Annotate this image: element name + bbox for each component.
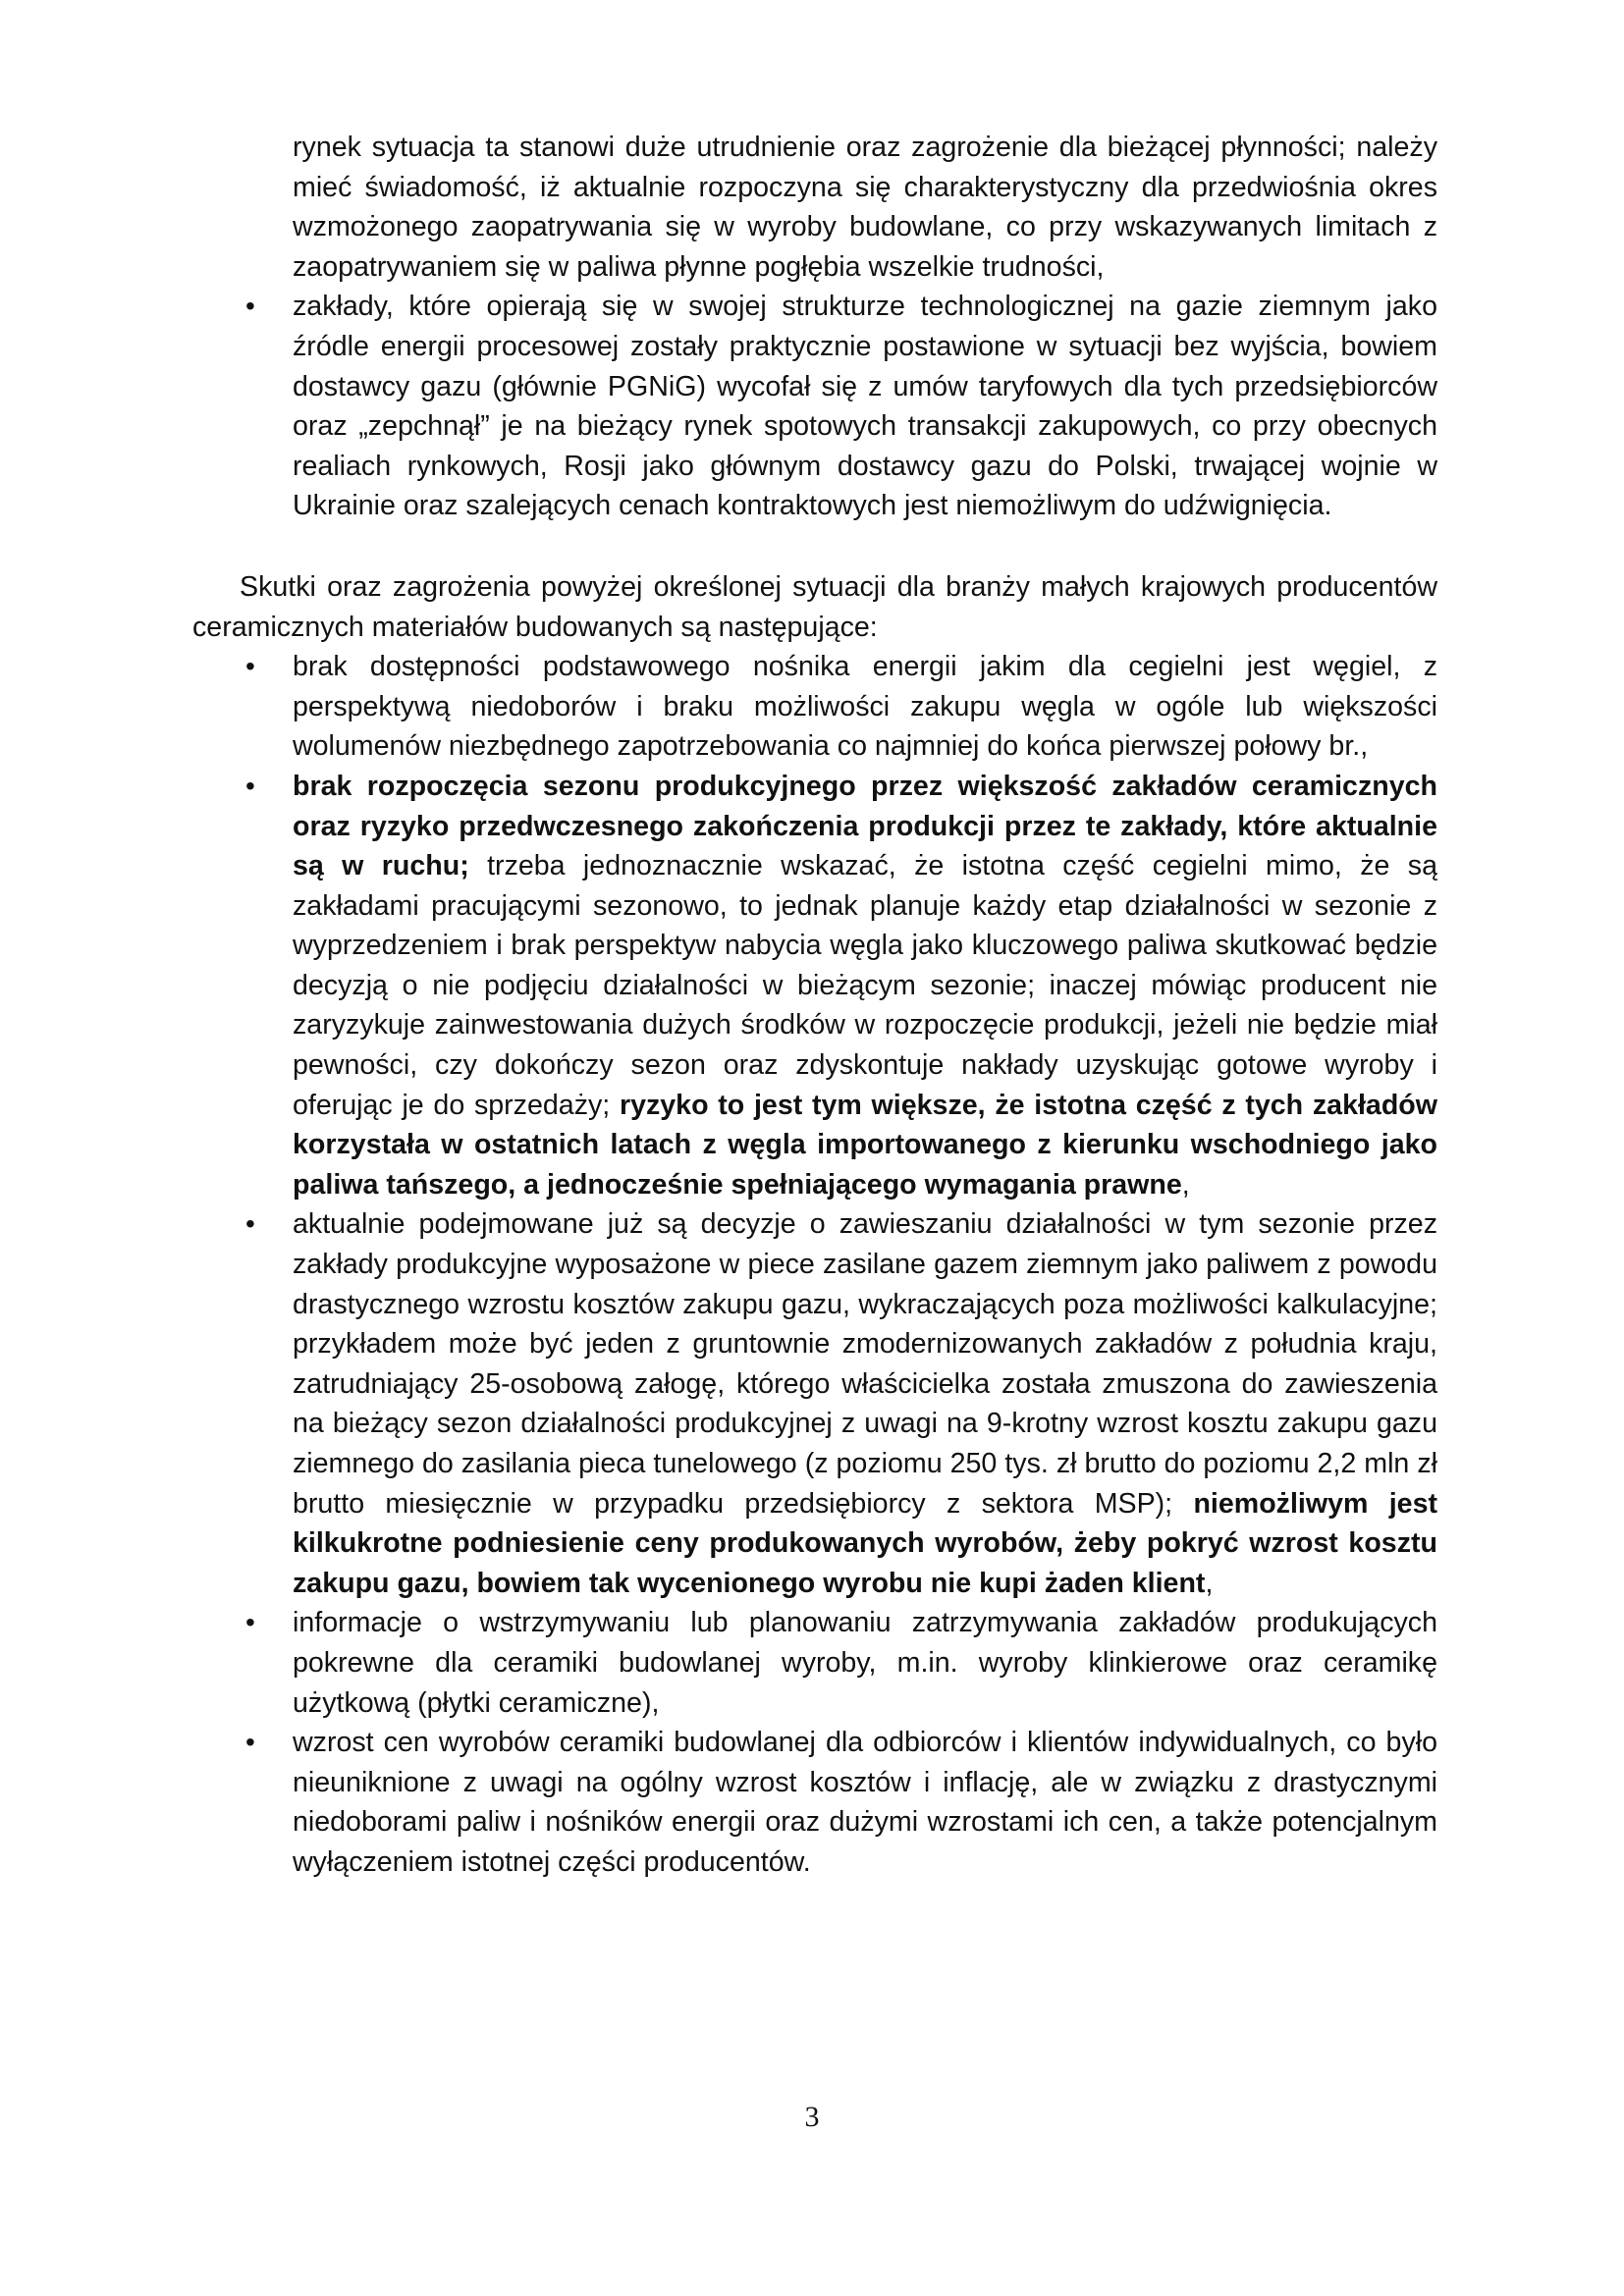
list-item (192, 1204, 1437, 1603)
list-item-text: wzrost cen wyrobów ceramiki budowlanej dla odbiorców i klientów indywidualnych, co było nieuniknione z uwagi na ogólny wzrost kosztów i inflację, ale w związku z drastycznymi niedoborami paliw i nośników energii oraz dużymi wzrostami ich cen, a także potencjalnym wyłączeniem istotnej części producentów. (293, 1727, 1437, 1878)
list-item-text: trzeba jednoznacznie wskazać, że istotna część cegielni mimo, że są zakładami pracującymi sezonowo, to jednak planuje każdy etap działalności w sezonie z wyprzedzeniem i brak perspektyw nabycia węgla jako kluczowego paliwa skutkować będzie decyzją o nie podjęciu działalności w bieżącym sezonie; inaczej mówiąc producent nie zaryzykuje zainwestowania dużych środków w rozpoczęcie produkcji, jeżeli nie będzie miał pewności, czy dokończy sezon oraz zdyskontuje nakłady uzyskując gotowe wyroby i oferując je do sprzedaży; (293, 850, 1437, 1121)
bold-text: brak rozpoczęcia sezonu produkcyjnego przez większość zakładów ceramicznych oraz ryzyko przedwczesnego zakończenia produkcji przez te zakłady, które aktualnie są w ruchu; (293, 770, 1437, 882)
list-item-text: brak dostępności podstawowego nośnika energii jakim dla cegielni jest węgiel, z perspektywą niedoborów i braku możliwości zakupu węgla w ogóle lub większości wolumenów niezbędnego zapotrzebowania co najmniej do końca pierwszej połowy br., (293, 651, 1437, 763)
list-item (192, 1603, 1437, 1723)
page-number: 3 (804, 2101, 820, 2133)
list-item (192, 287, 1437, 526)
list-item-text: aktualnie podejmowane już są decyzje o zawieszaniu działalności w tym sezonie przez zakłady produkcyjne wyposażone w piece zasilane gazem ziemnym jako paliwem z powodu drastycznego wzrostu kosztów zakupu gazu, wykraczających poza możliwości kalkulacyjne; przykładem może być jeden z gruntownie zmodernizowanych zakładów z południa kraju, zatrudniający 25-osobową załogę, którego właścicielka została zmuszona do zawieszenia na bieżący sezon działalności produkcyjnej z uwagi na 9-krotny wzrost kosztu zakupu gazu ziemnego do zasilania pieca tunelowego (z poziomu 250 tys. zł brutto do poziomu 2,2 mln zł brutto miesięcznie w przypadku przedsiębiorcy z sektora MSP); (293, 1208, 1437, 1520)
list-item (192, 1723, 1437, 1882)
bullet-list-effects (192, 647, 1437, 1882)
bullet-list-continued (192, 128, 1437, 526)
list-item-text: , (1181, 1168, 1190, 1201)
list-item (192, 767, 1437, 1205)
list-item-text: informacje o wstrzymywaniu lub planowaniu zatrzymywania zakładów produkujących pokrewne dla ceramiki budowlanej wyroby, m.in. wyroby klinkierowe oraz ceramikę użytkową (płytki ceramiczne), (293, 1607, 1437, 1719)
list-item (192, 128, 1437, 287)
list-item-text: rynek sytuacja ta stanowi duże utrudnienie oraz zagrożenie dla bieżącej płynności; należy mieć świadomość, iż aktualnie rozpoczyna się charakterystyczny dla przedwiośnia okres wzmożonego zaopatrywania się w wyroby budowlane, co przy wskazywanych limitach z zaopatrywaniem się w paliwa płynne pogłębia wszelkie trudności, (293, 132, 1437, 283)
bold-text: ryzyko to jest tym większe, że istotna część z tych zakładów korzystała w ostatnich latach z węgla importowanego z kierunku wschodniego jako paliwa tańszego, a jednocześnie spełniającego wymagania prawne (293, 1089, 1437, 1201)
intro-paragraph: Skutki oraz zagrożenia powyżej określonej sytuacji dla branży małych krajowych producentów ceramicznych materiałów budowanych są następujące: (192, 570, 1437, 643)
list-item-text: zakłady, które opierają się w swojej strukturze technologicznej na gazie ziemnym jako źródle energii procesowej zostały praktycznie postawione w sytuacji bez wyjścia, bowiem dostawcy gazu (głównie PGNiG) wycofał się z umów taryfowych dla tych przedsiębiorców oraz „zepchnął” je na bieżący rynek spotowych transakcji zakupowych, co przy obecnych realiach rynkowych, Rosji jako głównym dostawcy gazu do Polski, trwającej wojnie w Ukrainie oraz szalejących cenach kontraktowych jest niemożliwym do udźwignięcia. (293, 291, 1437, 522)
bold-text: niemożliwym jest kilkukrotne podniesienie ceny produkowanych wyrobów, żeby pokryć wzrost kosztu zakupu gazu, bowiem tak wycenionego wyrobu nie kupi żaden klient (293, 1487, 1437, 1599)
list-item (192, 647, 1437, 767)
list-item-text: , (1205, 1567, 1214, 1599)
